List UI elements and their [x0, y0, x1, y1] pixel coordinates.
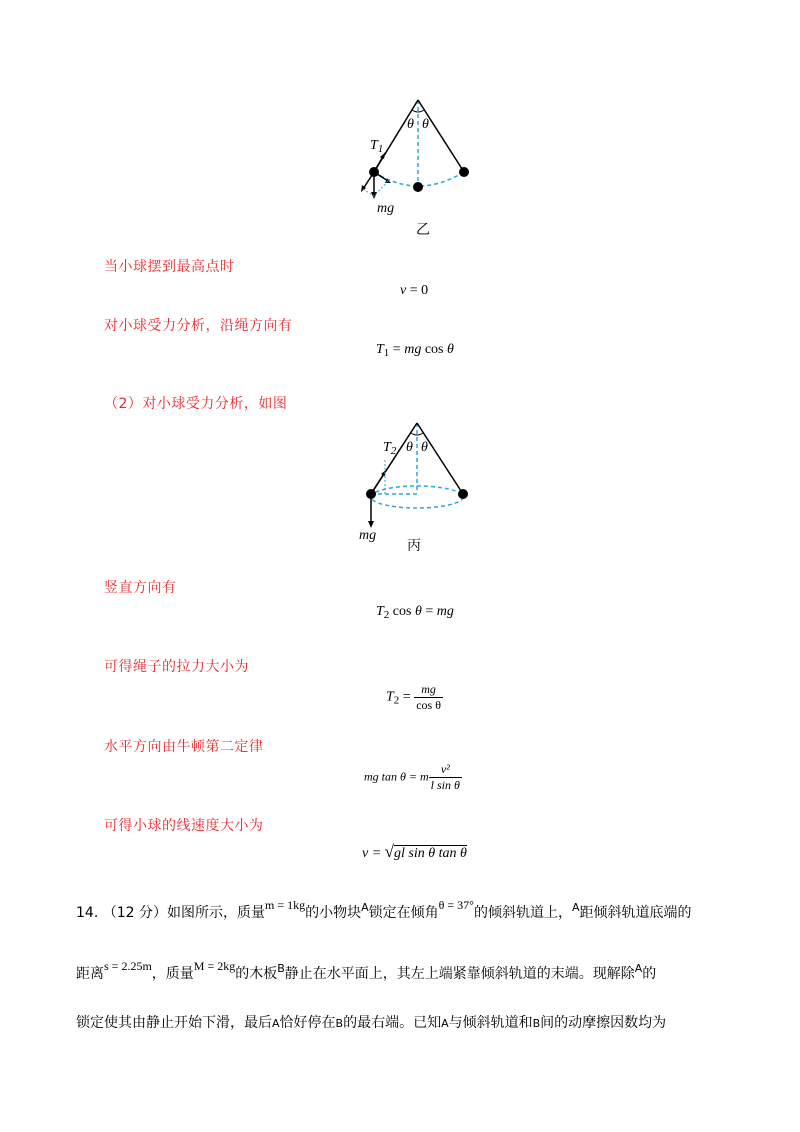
label-T1: $T_1$: [370, 138, 384, 155]
problem-14-line-1: 14. （12 分）如图所示，质量m = 1kg的小物块$^A$锁定在倾角θ = 37°的倾斜轨道上，$^A$距倾斜轨道底端的: [76, 898, 692, 921]
label-mg: mg: [377, 201, 395, 216]
equation-v0: v = 0: [400, 283, 429, 298]
figure-bing: [355, 418, 480, 558]
pendulum-diagram-yi: [350, 95, 480, 240]
label-theta-right-bing: θ: [421, 440, 428, 455]
label-theta-right: θ: [422, 117, 429, 132]
step-text-6: 水平方向由牛顿第二定律: [104, 739, 264, 755]
step-text-2: 对小球受力分析，沿绳方向有: [104, 318, 293, 334]
equation-newton: mg tan θ = m $\frac{\text{v²}}{\text{l sin θ}}$: [364, 762, 460, 792]
equation-v: v = √gl sin θ tan θ: [362, 842, 467, 861]
label-theta-left: θ: [407, 117, 414, 132]
label-T2: $T_2$: [383, 440, 397, 457]
problem-number: 14.: [76, 905, 99, 921]
equation-T2: $T_2$ = $\frac{mg}{\text{cos θ}}$: [386, 682, 441, 712]
equation-T2-cos: $T_2$ cos θ = mg: [376, 604, 454, 621]
figure-caption-yi: 乙: [416, 222, 430, 238]
label-mg-bing: mg: [359, 528, 377, 543]
step-text-1: 当小球摆到最高点时: [104, 259, 235, 275]
equation-T1: $T_1$ = mg cos θ: [376, 342, 454, 359]
step-text-4: 竖直方向有: [104, 580, 177, 596]
step-text-7: 可得小球的线速度大小为: [104, 818, 264, 834]
figure-caption-bing: 丙: [407, 538, 421, 554]
problem-14-line-2: 距离s = 2.25m，质量M = 2kg的木板$^B$静止在水平面上，其左上端紧靠倾斜轨道的末端。现解除$^A$的: [76, 959, 657, 982]
figure-yi: [350, 95, 480, 240]
step-text-5: 可得绳子的拉力大小为: [104, 659, 249, 675]
label-theta-left-bing: θ: [406, 440, 413, 455]
problem-14-line-3: 锁定使其由静止开始下滑，最后A恰好停在B的最右端。已知A与倾斜轨道和B间的动摩擦因数均为: [76, 1015, 667, 1031]
step-text-3: （2）对小球受力分析，如图: [104, 396, 288, 412]
